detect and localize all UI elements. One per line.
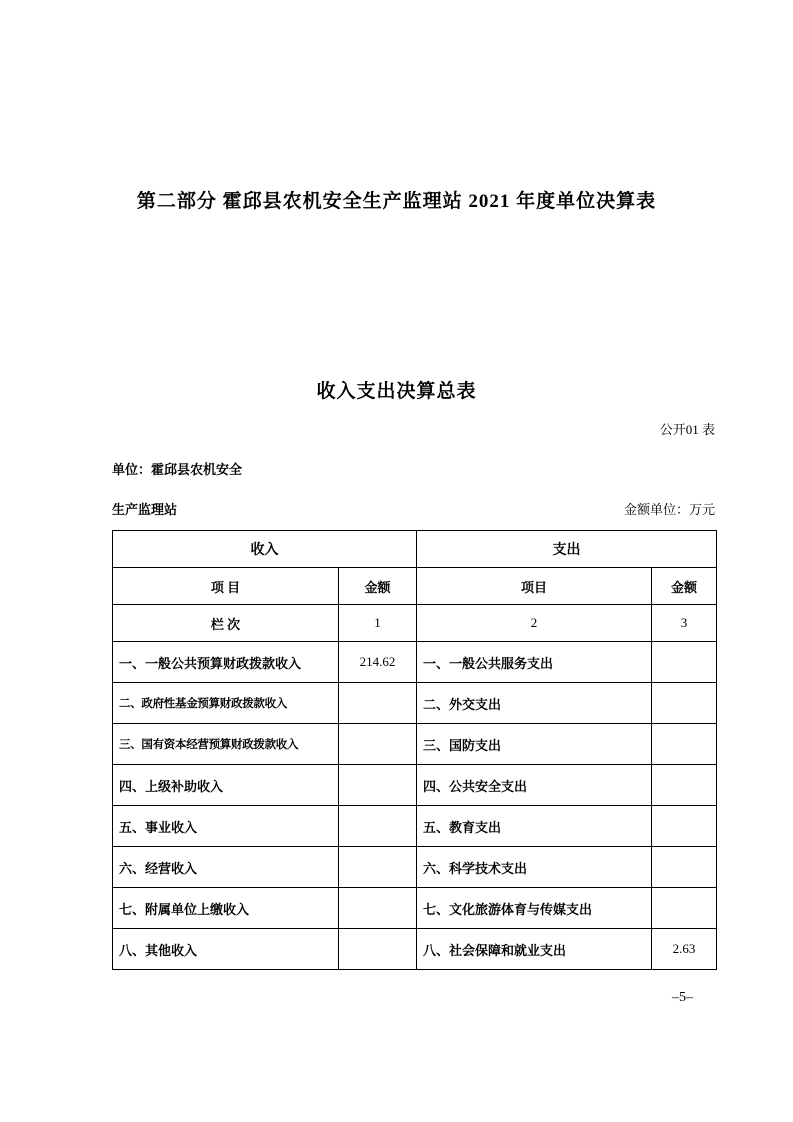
amount-unit-label: 金额单位：万元 [623, 502, 715, 517]
income-item-cell: 一、一般公共预算财政拨款收入 [113, 642, 339, 683]
income-item-cell: 八、其他收入 [113, 929, 339, 970]
income-item-cell: 三、国有资本经营预算财政拨款收入 [113, 724, 339, 765]
header-expenditure: 支出 [417, 531, 717, 568]
header-income: 收入 [113, 531, 417, 568]
table-row [113, 765, 717, 806]
income-amount-cell [339, 683, 417, 724]
column-index-1: 1 [339, 605, 417, 642]
exp-item-cell: 一、一般公共服务支出 [417, 642, 652, 683]
income-amount-cell [339, 888, 417, 929]
exp-item-cell: 八、社会保障和就业支出 [417, 929, 652, 970]
exp-amount-cell [652, 724, 717, 765]
income-item-cell: 二、政府性基金预算财政拨款收入 [113, 683, 339, 724]
exp-item-cell: 五、教育支出 [417, 806, 652, 847]
income-amount-cell: 214.62 [339, 642, 417, 683]
exp-item-cell: 六、科学技术支出 [417, 847, 652, 888]
exp-amount-cell [652, 847, 717, 888]
table-row [113, 642, 717, 683]
income-amount-cell [339, 765, 417, 806]
header-exp-item: 项目 [417, 568, 652, 605]
unit-name-line1: 单位：霍邱县农机安全 [112, 462, 243, 477]
table-title: 收入支出决算总表 [316, 381, 477, 402]
unit-name-line2: 生产监理站 [112, 502, 178, 517]
table-subheader-row [113, 568, 717, 605]
exp-item-cell: 二、外交支出 [417, 683, 652, 724]
exp-amount-cell: 2.63 [652, 929, 717, 970]
income-item-cell: 六、经营收入 [113, 847, 339, 888]
column-index-2: 2 [417, 605, 652, 642]
income-item-cell: 五、事业收入 [113, 806, 339, 847]
exp-amount-cell [652, 642, 717, 683]
header-income-item: 项 目 [113, 568, 339, 605]
table-row [113, 724, 717, 765]
income-amount-cell [339, 847, 417, 888]
exp-amount-cell [652, 765, 717, 806]
table-row [113, 683, 717, 724]
table-row [113, 929, 717, 970]
table-number: 公开01 表 [659, 422, 715, 437]
table-row [113, 888, 717, 929]
header-income-amount: 金额 [339, 568, 417, 605]
table-header-row [113, 531, 717, 568]
column-index-label: 栏 次 [113, 605, 339, 642]
exp-item-cell: 三、国防支出 [417, 724, 652, 765]
income-amount-cell [339, 929, 417, 970]
exp-amount-cell [652, 806, 717, 847]
income-expenditure-table [112, 530, 717, 970]
column-index-row [113, 605, 717, 642]
table-row [113, 847, 717, 888]
income-amount-cell [339, 724, 417, 765]
income-item-cell: 四、上级补助收入 [113, 765, 339, 806]
exp-item-cell: 七、文化旅游体育与传媒支出 [417, 888, 652, 929]
table-row [113, 806, 717, 847]
exp-item-cell: 四、公共安全支出 [417, 765, 652, 806]
page-number: –5– [672, 990, 693, 1005]
column-index-3: 3 [652, 605, 717, 642]
meta-row [112, 499, 715, 518]
income-amount-cell [339, 806, 417, 847]
header-exp-amount: 金额 [652, 568, 717, 605]
income-item-cell: 七、附属单位上缴收入 [113, 888, 339, 929]
exp-amount-cell [652, 683, 717, 724]
document-title: 第二部分 霍邱县农机安全生产监理站 2021 年度单位决算表 [136, 191, 657, 212]
exp-amount-cell [652, 888, 717, 929]
